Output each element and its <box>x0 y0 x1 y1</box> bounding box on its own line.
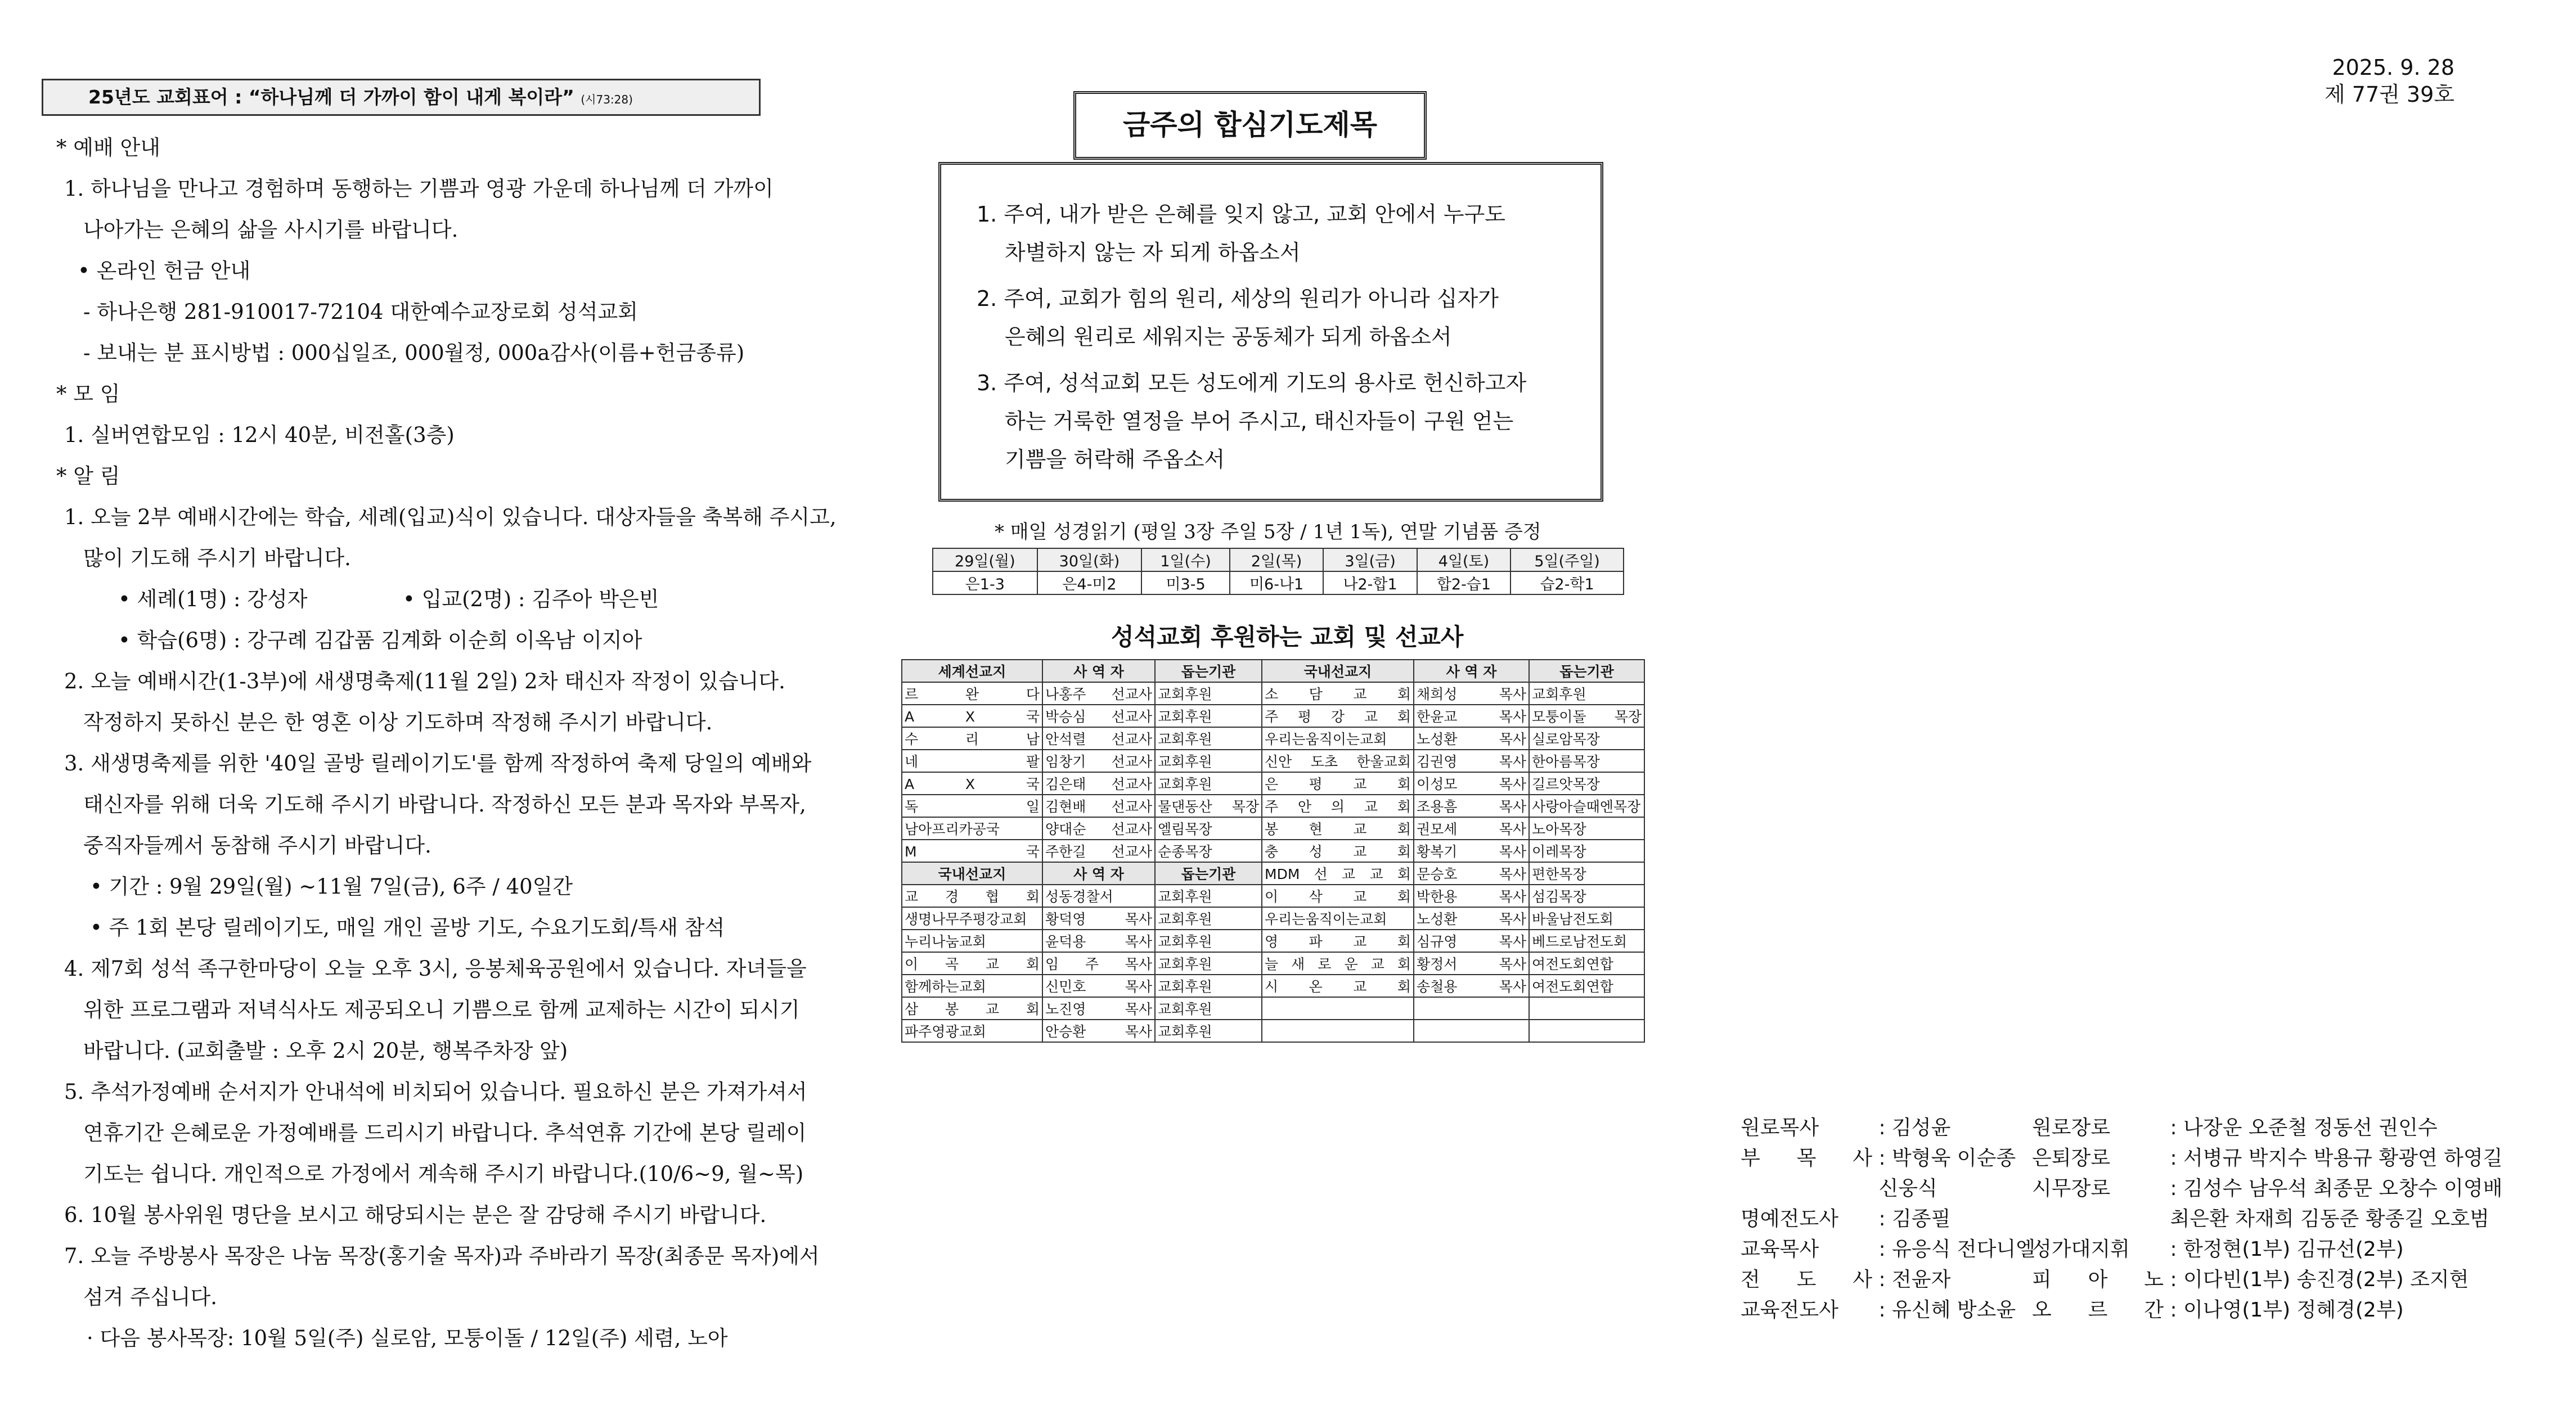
offering-format: - 보내는 분 표시방법 : 000십일조, 000월정, 000a감사(이름+헌금종류) <box>83 341 745 365</box>
staff-label: 전 도 사 <box>1741 1268 1872 1291</box>
missions-cell: 누리나눔교회 <box>902 930 1042 952</box>
staff-names: 나장운 오준철 정동선 권인수 <box>2183 1116 2438 1139</box>
prayer-item: 1. 주여, 내가 받은 은혜를 잊지 않고, 교회 안에서 누구도 <box>977 202 1505 227</box>
staff-names: 전윤자 <box>1892 1268 1951 1291</box>
prayer-item: 하는 거룩한 열정을 부어 주시고, 태신자들이 구원 얻는 <box>1005 409 1514 434</box>
missions-cell: 봉 현 교 회 <box>1262 817 1414 840</box>
missions-cell: 교회후원 <box>1155 997 1262 1020</box>
missions-cell: 섬김목장 <box>1529 885 1644 907</box>
staff-names: 유신혜 방소윤 <box>1892 1299 2016 1322</box>
motto-text: 25년도 교회표어 : “하나님께 더 가까이 함이 내게 복이라” <box>88 86 574 108</box>
day-cell: 3일(금) <box>1323 548 1417 571</box>
missions-cell: 수 리 남 <box>902 727 1042 750</box>
staff-row: 오 르 간 : 이나영(1부) 정혜경(2부) <box>2032 1299 2404 1322</box>
missions-cell: 나홍주 선교사 <box>1042 682 1155 705</box>
notice-item: 많이 기도해 주시기 바랍니다. <box>83 546 351 570</box>
staff-label: 원로목사 <box>1741 1116 1819 1139</box>
missions-cell: 교회후원 <box>1155 682 1262 705</box>
missions-cell: 김은태 선교사 <box>1042 772 1155 795</box>
missions-cell: 편한목장 <box>1529 862 1644 885</box>
missions-row <box>902 907 1644 930</box>
notice-item: 기도는 쉽니다. 개인적으로 가정에서 계속해 주시기 바랍니다.(10/6~9, 월~목) <box>83 1162 804 1186</box>
staff-label: 원로장로 <box>2032 1116 2111 1139</box>
missions-cell: 소 담 교 회 <box>1262 682 1414 705</box>
missions-cell: 신민호 목사 <box>1042 975 1155 997</box>
missions-cell: 우리는움직이는교회 <box>1262 907 1414 930</box>
missions-cell: 이레목장 <box>1529 840 1644 862</box>
missions-cell: 세계선교지 <box>902 660 1042 682</box>
missions-cell: 신안 도초 한울교회 <box>1262 750 1414 772</box>
missions-cell: 양대순 선교사 <box>1042 817 1155 840</box>
baptism-list: • 세례(1명) : 강성자 <box>118 587 308 611</box>
missions-cell: 생명나무주평강교회 <box>902 907 1042 930</box>
issue-date <box>2325 54 2454 108</box>
missions-cell: 교회후원 <box>1529 682 1644 705</box>
missions-cell: 송철용 목사 <box>1414 975 1529 997</box>
missions-cell: 여전도회연합 <box>1529 975 1644 997</box>
notice-item: 5. 추석가정예배 순서지가 안내석에 비치되어 있습니다. 필요하신 분은 가져가셔서 <box>64 1080 807 1104</box>
missions-cell: 황정서 목사 <box>1414 952 1529 975</box>
missions-table <box>901 659 1645 1043</box>
missions-cell: 박승심 선교사 <box>1042 705 1155 727</box>
missions-cell: 주한길 선교사 <box>1042 840 1155 862</box>
missions-cell: 교회후원 <box>1155 1020 1262 1042</box>
missions-cell: 한아름목장 <box>1529 750 1644 772</box>
day-cell: 29일(월) <box>933 548 1037 571</box>
confirmation-list: • 입교(2명) : 김주아 박은빈 <box>403 587 659 611</box>
missions-row <box>902 975 1644 997</box>
date-text: 2025. 9. 28 <box>2332 55 2454 80</box>
section-heading-worship: * 예배 안내 <box>56 136 160 160</box>
missions-cell: 노진영 목사 <box>1042 997 1155 1020</box>
staff-label: 부 목 사 <box>1741 1147 1872 1170</box>
staff-label: 시무장로 <box>2032 1177 2111 1200</box>
notice-item: 2. 오늘 예배시간(1-3부)에 새생명축제(11월 2일) 2차 태신자 작정이 있습니다. <box>64 669 785 693</box>
notice-item: 바랍니다. (교회출발 : 오후 2시 20분, 행복주차장 앞) <box>83 1039 568 1063</box>
section-heading-notices: * 알 림 <box>56 464 120 488</box>
reading-cell: 습2-학1 <box>1510 571 1624 594</box>
missions-cell <box>1414 1020 1529 1042</box>
missions-cell: 사 역 자 <box>1042 862 1155 885</box>
staff-row: 원로목사 : 김성윤 <box>1741 1116 1951 1139</box>
motto-reference: (시73:28) <box>581 93 633 106</box>
missions-cell: 권모세 목사 <box>1414 817 1529 840</box>
missions-cell: 노아목장 <box>1529 817 1644 840</box>
missions-cell: 우리는움직이는교회 <box>1262 727 1414 750</box>
missions-cell: 국내선교지 <box>1262 660 1414 682</box>
missions-cell: 돕는기관 <box>1155 862 1262 885</box>
notice-item: 7. 오늘 주방봉사 목장은 나눔 목장(홍기술 목자)과 주바라기 목장(최종문 목자)에서 <box>64 1244 820 1268</box>
bible-reading-table <box>932 548 1624 595</box>
missions-cell: 실로암목장 <box>1529 727 1644 750</box>
missions-row <box>902 930 1644 952</box>
missions-cell: 여전도회연합 <box>1529 952 1644 975</box>
notice-item: 4. 제7회 성석 족구한마당이 오늘 오후 3시, 응봉체육공원에서 있습니다. 자녀들을 <box>64 957 807 981</box>
missions-cell: 교회후원 <box>1155 975 1262 997</box>
missions-cell: 교회후원 <box>1155 750 1262 772</box>
staff-label: 성가대지휘 <box>2032 1238 2130 1261</box>
missions-cell: 교회후원 <box>1155 727 1262 750</box>
notice-item: 1. 오늘 2부 예배시간에는 학습, 세례(입교)식이 있습니다. 대상자들을 축복해 주시고, <box>64 505 837 529</box>
missions-cell: 사랑아슬때엔목장 <box>1529 795 1644 817</box>
notice-item: 3. 새생명축제를 위한 '40일 골방 릴레이기도'를 함께 작정하여 축제 당일의 예배와 <box>64 751 812 776</box>
missions-cell: 길르앗목장 <box>1529 772 1644 795</box>
missions-cell: 시 온 교 회 <box>1262 975 1414 997</box>
staff-names: 김성수 남우석 최종문 오창수 이영배 <box>2183 1177 2503 1200</box>
staff-names: 이다빈(1부) 송진경(2부) 조지현 <box>2183 1268 2469 1291</box>
reading-cell: 합2-습1 <box>1417 571 1510 594</box>
missions-cell: MDM 선 교 교 회 <box>1262 862 1414 885</box>
bible-reading-note: * 매일 성경읽기 (평일 3장 주일 5장 / 1년 1독), 연말 기념품 증정 <box>995 521 1541 543</box>
prayer-item: 기쁨을 허락해 주옵소서 <box>1005 447 1225 472</box>
missions-row <box>902 750 1644 772</box>
worship-item: 나아가는 은혜의 삶을 사시기를 바랍니다. <box>83 218 458 242</box>
staff-label: 은퇴장로 <box>2032 1147 2111 1170</box>
staff-row <box>2032 1209 2489 1229</box>
missions-cell: 교회후원 <box>1155 885 1262 907</box>
staff-label: 명예전도사 <box>1741 1207 1838 1230</box>
staff-row: 교육목사 : 유응식 전다니엘 <box>1741 1238 2035 1261</box>
missions-cell: 함께하는교회 <box>902 975 1042 997</box>
missions-cell <box>1414 997 1529 1020</box>
missions-cell: 임 주 목사 <box>1042 952 1155 975</box>
catechumen-list: • 학습(6명) : 강구례 김갑품 김계화 이순희 이옥남 이지아 <box>118 628 642 652</box>
missions-cell: 모퉁이돌 목장 <box>1529 705 1644 727</box>
prayer-item: 2. 주여, 교회가 힘의 원리, 세상의 원리가 아니라 십자가 <box>977 286 1499 311</box>
notice-item: 6. 10월 봉사위원 명단을 보시고 해당되시는 분은 잘 감당해 주시기 바랍니다. <box>64 1203 767 1227</box>
staff-row <box>1741 1179 1937 1199</box>
missions-cell: 노성환 목사 <box>1414 727 1529 750</box>
missions-cell: 임창기 선교사 <box>1042 750 1155 772</box>
staff-label: 교육전도사 <box>1741 1299 1838 1322</box>
missions-title: 성석교회 후원하는 교회 및 선교사 <box>1111 623 1464 651</box>
next-service-groups: · 다음 봉사목장: 10월 5일(주) 실로암, 모퉁이돌 / 12일(주) 세렴, 노아 <box>87 1326 728 1350</box>
missions-cell: 충 성 교 회 <box>1262 840 1414 862</box>
missions-row <box>902 772 1644 795</box>
missions-cell: 주 평 강 교 회 <box>1262 705 1414 727</box>
prayer-item: 은혜의 원리로 세워지는 공동체가 되게 하옵소서 <box>1005 324 1452 349</box>
staff-row: 성가대지휘 : 한정현(1부) 김규선(2부) <box>2032 1238 2404 1261</box>
missions-header-row <box>902 660 1644 682</box>
missions-cell: 교회후원 <box>1155 772 1262 795</box>
missions-cell: 안승환 목사 <box>1042 1020 1155 1042</box>
notice-item: 작정하지 못하신 분은 한 영혼 이상 기도하며 작정해 주시기 바랍니다. <box>83 710 713 734</box>
missions-cell: 조용흠 목사 <box>1414 795 1529 817</box>
missions-cell: 사 역 자 <box>1042 660 1155 682</box>
missions-cell: 돕는기관 <box>1529 660 1644 682</box>
missions-subheader-row <box>902 862 1644 885</box>
staff-row: 명예전도사 : 김종필 <box>1741 1207 1951 1230</box>
prayer-method: • 주 1회 본당 릴레이기도, 매일 개인 골방 기도, 수요기도회/특새 참석 <box>90 916 725 940</box>
reading-cell: 은4-미2 <box>1037 571 1142 594</box>
missions-cell: 돕는기관 <box>1155 660 1262 682</box>
missions-cell: 사 역 자 <box>1414 660 1529 682</box>
meeting-item: 1. 실버연합모임 : 12시 40분, 비전홀(3층) <box>64 423 455 447</box>
staff-label: 오 르 간 <box>2032 1299 2164 1322</box>
notice-item: 태신자를 위해 더욱 기도해 주시기 바랍니다. 작정하신 모든 분과 목자와 부목자, <box>83 792 806 817</box>
missions-cell: 노성환 목사 <box>1414 907 1529 930</box>
missions-cell: 교회후원 <box>1155 930 1262 952</box>
missions-cell: 베드로남전도회 <box>1529 930 1644 952</box>
missions-cell: 심규영 목사 <box>1414 930 1529 952</box>
missions-cell <box>1529 1020 1644 1042</box>
missions-cell: 국내선교지 <box>902 862 1042 885</box>
missions-cell: 교 경 협 회 <box>902 885 1042 907</box>
worship-item: 1. 하나님을 만나고 경험하며 동행하는 기쁨과 영광 가운데 하나님께 더 가까이 <box>64 177 774 201</box>
missions-row <box>902 795 1644 817</box>
volume-number: 제 77권 39호 <box>2325 82 2454 107</box>
missions-cell: 김현배 선교사 <box>1042 795 1155 817</box>
missions-cell: 한윤교 목사 <box>1414 705 1529 727</box>
staff-names: 이나영(1부) 정혜경(2부) <box>2183 1299 2404 1322</box>
missions-cell <box>1529 997 1644 1020</box>
staff-names: 김성윤 <box>1892 1116 1951 1139</box>
staff-names: 신웅식 <box>1878 1177 1937 1200</box>
missions-row <box>902 952 1644 975</box>
missions-cell: 문승호 목사 <box>1414 862 1529 885</box>
missions-cell: 박한용 목사 <box>1414 885 1529 907</box>
missions-cell: 바울남전도회 <box>1529 907 1644 930</box>
staff-row: 부 목 사 : 박형욱 이순종 <box>1741 1147 2016 1170</box>
missions-cell: 교회후원 <box>1155 705 1262 727</box>
missions-row <box>902 885 1644 907</box>
staff-names: 김종필 <box>1892 1207 1951 1230</box>
staff-names: 박형욱 이순종 <box>1892 1147 2016 1170</box>
staff-names: 최은환 차재희 김동준 황종길 오호범 <box>2170 1207 2489 1230</box>
missions-cell: 교회후원 <box>1155 952 1262 975</box>
missions-cell: 파주영광교회 <box>902 1020 1042 1042</box>
prayer-title: 금주의 합심기도제목 <box>1073 91 1427 160</box>
staff-names: 한정현(1부) 김규선(2부) <box>2183 1238 2404 1261</box>
reading-cell: 나2-합1 <box>1323 571 1417 594</box>
staff-row: 은퇴장로 : 서병규 박지수 박용규 황광연 하영길 <box>2032 1147 2503 1170</box>
staff-row: 피 아 노 : 이다빈(1부) 송진경(2부) 조지현 <box>2032 1268 2469 1291</box>
staff-label: 교육목사 <box>1741 1238 1819 1261</box>
notice-item: 섬겨 주십니다. <box>83 1285 217 1309</box>
section-heading-meetings: * 모 임 <box>56 382 120 406</box>
notice-item: 연휴기간 은혜로운 가정예배를 드리시기 바랍니다. 추석연휴 기간에 본당 릴레이 <box>83 1121 807 1145</box>
prayer-period: • 기간 : 9월 29일(월) ~11월 7일(금), 6주 / 40일간 <box>90 874 573 899</box>
missions-cell: 이성모 목사 <box>1414 772 1529 795</box>
missions-cell: 성동경찰서 <box>1042 885 1155 907</box>
missions-cell: 이 곡 교 회 <box>902 952 1042 975</box>
reading-cell: 은1-3 <box>933 571 1037 594</box>
prayer-item: 3. 주여, 성석교회 모든 성도에게 기도의 용사로 헌신하고자 <box>977 371 1527 395</box>
church-motto <box>42 79 761 116</box>
day-cell: 30일(화) <box>1037 548 1142 571</box>
missions-cell: 순종목장 <box>1155 840 1262 862</box>
day-cell: 1일(수) <box>1141 548 1230 571</box>
missions-row <box>902 817 1644 840</box>
missions-cell: 안석렬 선교사 <box>1042 727 1155 750</box>
reading-cell: 미6-나1 <box>1230 571 1323 594</box>
missions-cell: 윤덕용 목사 <box>1042 930 1155 952</box>
missions-cell: 주 안 의 교 회 <box>1262 795 1414 817</box>
missions-row <box>902 1020 1644 1042</box>
missions-cell: 독 일 <box>902 795 1042 817</box>
missions-row <box>902 727 1644 750</box>
missions-cell: 네 팔 <box>902 750 1042 772</box>
missions-cell: 삼 봉 교 회 <box>902 997 1042 1020</box>
staff-row: 전 도 사 : 전윤자 <box>1741 1268 1951 1291</box>
missions-cell: 엘림목장 <box>1155 817 1262 840</box>
missions-cell: 황복기 목사 <box>1414 840 1529 862</box>
missions-cell <box>1262 1020 1414 1042</box>
missions-row <box>902 997 1644 1020</box>
online-offering-heading: • 온라인 헌금 안내 <box>78 259 251 283</box>
notice-item: 중직자들께서 동참해 주시기 바랍니다. <box>83 833 431 858</box>
staff-label: 피 아 노 <box>2032 1268 2164 1291</box>
day-cell: 4일(토) <box>1417 548 1510 571</box>
missions-row <box>902 840 1644 862</box>
missions-cell: 황덕영 목사 <box>1042 907 1155 930</box>
missions-cell: 이 삭 교 회 <box>1262 885 1414 907</box>
missions-cell: 남아프리카공국 <box>902 817 1042 840</box>
missions-cell <box>1262 997 1414 1020</box>
staff-row: 원로장로 : 나장운 오준철 정동선 권인수 <box>2032 1116 2438 1139</box>
staff-row: 교육전도사 : 유신혜 방소윤 <box>1741 1299 2016 1322</box>
missions-cell: 물댄동산 목장 <box>1155 795 1262 817</box>
missions-cell: A X 국 <box>902 705 1042 727</box>
missions-row <box>902 682 1644 705</box>
missions-cell: 르 완 다 <box>902 682 1042 705</box>
missions-cell: 채희성 목사 <box>1414 682 1529 705</box>
staff-names: 서병규 박지수 박용규 황광연 하영길 <box>2183 1147 2503 1170</box>
day-cell: 5일(주일) <box>1510 548 1624 571</box>
missions-cell: 늘 새 로 운 교 회 <box>1262 952 1414 975</box>
bank-account: - 하나은행 281-910017-72104 대한예수교장로회 성석교회 <box>83 300 638 324</box>
missions-cell: A X 국 <box>902 772 1042 795</box>
missions-cell: 김권영 목사 <box>1414 750 1529 772</box>
reading-cell: 미3-5 <box>1141 571 1230 594</box>
notice-item: 위한 프로그램과 저녁식사도 제공되오니 기쁨으로 함께 교제하는 시간이 되시기 <box>83 998 800 1022</box>
staff-row: 시무장로 : 김성수 남우석 최종문 오창수 이영배 <box>2032 1177 2503 1200</box>
missions-cell: M 국 <box>902 840 1042 862</box>
prayer-item: 차별하지 않는 자 되게 하옵소서 <box>1005 240 1301 265</box>
missions-cell: 영 파 교 회 <box>1262 930 1414 952</box>
staff-names: 유응식 전다니엘 <box>1892 1238 2035 1261</box>
missions-cell: 교회후원 <box>1155 907 1262 930</box>
missions-cell: 은 평 교 회 <box>1262 772 1414 795</box>
day-cell: 2일(목) <box>1230 548 1323 571</box>
missions-row <box>902 705 1644 727</box>
